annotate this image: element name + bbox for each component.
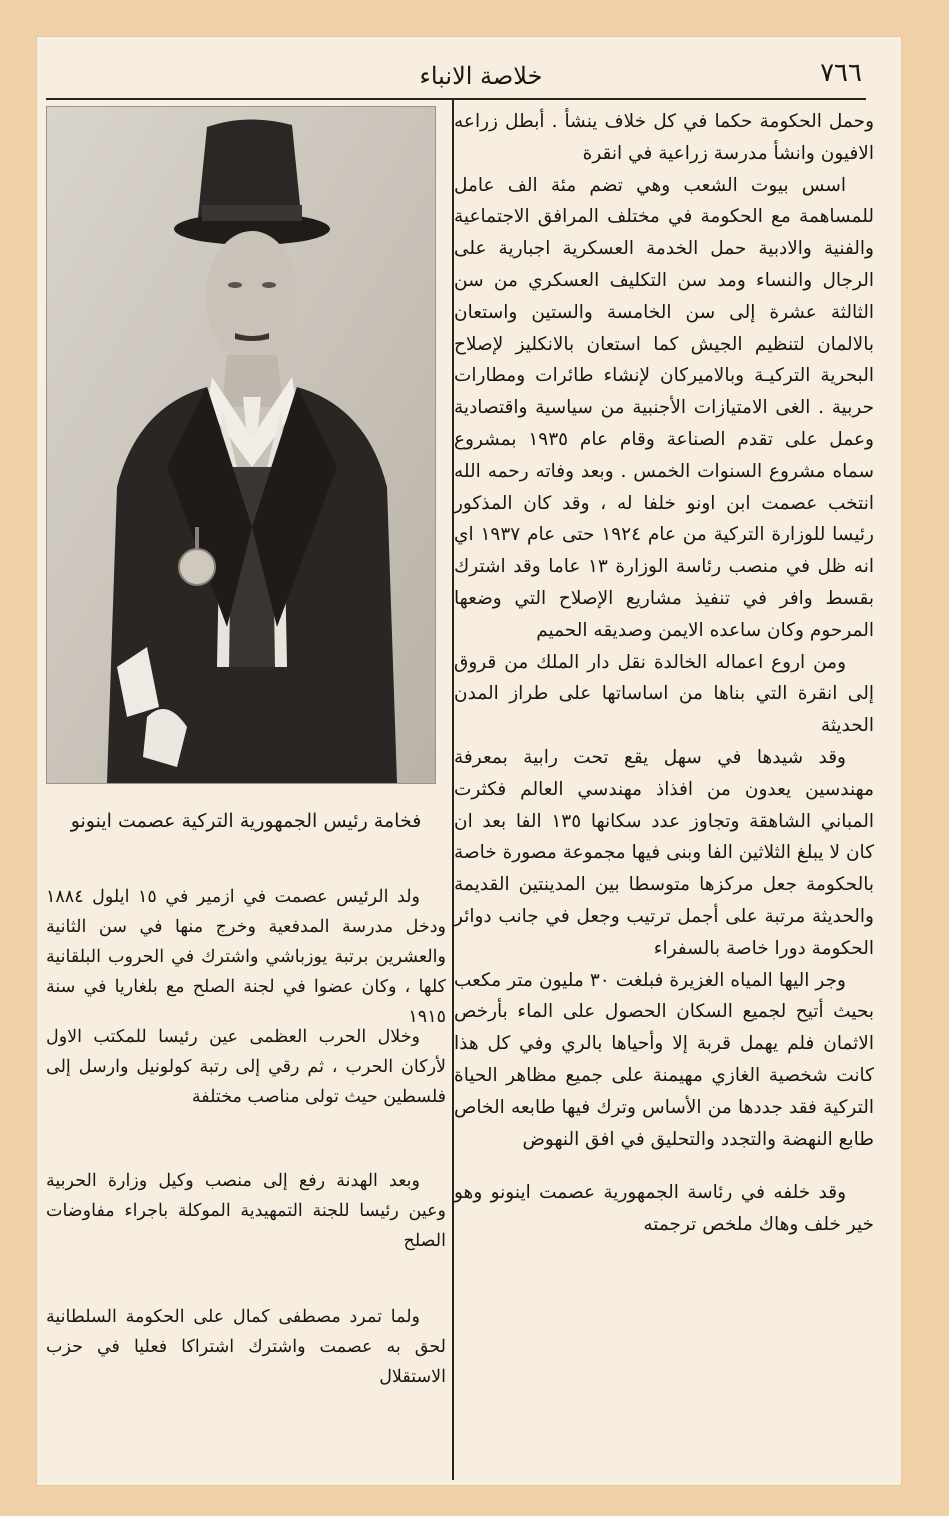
- paragraph: ولما تمرد مصطفى كمال على الحكومة السلطانية لحق به عصمت واشترك اشتراكا فعليا في حزب الاستقلال: [46, 1307, 446, 1387]
- paragraph: وجر اليها المياه الغزيرة فبلغت ٣٠ مليون متر مكعب بحيث أتيح لجميع السكان الحصول على الماء بأرخص الاثمان فلم يهمل قربة إلا وأحياها بالري وفي كل هذا كانت شخصية الغازي مهيمنة على جميع مظاهر الحياة التركية فقد جددها من الأساس وترك فيها طابعه الخاص طابع النهضة والتجدد والتحليق في افق النهوض: [454, 969, 874, 1150]
- portrait-illustration: [47, 107, 435, 783]
- biography-paragraph: [46, 1022, 446, 1112]
- page-number: ٧٦٦: [820, 58, 862, 88]
- running-head: [76, 56, 862, 98]
- paragraph: ولد الرئيس عصمت في ازمير في ١٥ ايلول ١٨٨٤ ودخل مدرسة المدفعية وخرج منها في سن الثانية والعشرين برتبة يوزباشي واشترك في الحروب البلقانية كلها ، وكان عضوا في لجنة الصلح مع بلغاريا في سنة ١٩١٥: [46, 887, 446, 1027]
- paragraph: وخلال الحرب العظمى عين رئيسا للمكتب الاول لأركان الحرب ، ثم رقي إلى رتبة كولونيل وارسل إلى فلسطين حيث تولى مناصب مختلفة: [46, 1027, 446, 1107]
- paragraph: وحمل الحكومة حكما في كل خلاف ينشأ . أبطل زراعه الافيون وانشأ مدرسة زراعية في انقرة: [454, 111, 874, 164]
- photo-caption: فخامة رئيس الجمهورية التركية عصمت اينونو: [70, 810, 422, 832]
- header-rule: [46, 98, 866, 100]
- paragraph: وقد شيدها في سهل يقع تحت رابية بمعرفة مهندسين يعدون من افذاذ مهندسي العالم فكثرت المباني الشاهقة وتجاوز عدد سكانها ١٣٥ الفا بعد ان كان لا يبلغ الثلاثين الفا وبنى فيها مجموعة مصورة خاصة بالحكومة جعل مركزها متوسطا بين المدينتين القديمة والحديثة مرتبة على أجمل ترتيب وجعل في جانب دوائر الحكومة دورا خاصة بالسفراء: [454, 746, 874, 959]
- book-title: خلاصة الانباء: [419, 62, 543, 90]
- paragraph: اسس بيوت الشعب وهي تضم مئة الف عامل للمساهمة مع الحكومة في مختلف المرافق الاجتماعية والفنية والادبية حمل الخدمة العسكرية اجبارية على الرجال والنساء ومد سن التكليف العسكري من سن الثالثة عشرة إلى سن الخامسة والستين واستعان بالالمان لتنظيم الجيش كما استعان بالانكليز لإصلاح البحرية التركيـة وبالاميركان لإنشاء طائرات ومطارات حربية . الغى الامتيازات الأجنبية من سياسية واقتصادية وعمل على تقدم الصناعة وقام عام ١٩٣٥ بمشروع سماه مشروع السنوات الخمس . وبعد وفاته رحمه الله انتخب عصمت ابن اونو خلفا له ، وقد كان المذكور رئيسا للوزارة التركية من عام ١٩٢٤ حتى عام ١٩٣٧ اي انه ظل في منصب رئاسة الوزارة ١٣ عاما وقد اشترك بقسط وافر في تنفيذ مشاريع الإصلاح التي وضعها المرحوم وكان ساعده الايمن وصديقه الحميم: [454, 174, 874, 641]
- biography-paragraph: [46, 1302, 446, 1392]
- right-column-text: [454, 106, 874, 1241]
- biography-paragraph: [46, 1166, 446, 1256]
- paragraph: ومن اروع اعماله الخالدة نقل دار الملك من قروق إلى انقرة التي بناها من اساساتها على طراز المدن الحديثة: [454, 651, 874, 737]
- paragraph: وقد خلفه في رئاسة الجمهورية عصمت اينونو وهو خير خلف وهاك ملخص ترجمته: [454, 1182, 874, 1236]
- paragraph: وبعد الهدنة رفع إلى منصب وكيل وزارة الحربية وعين رئيسا للجنة التمهيدية الموكلة باجراء مفاوضات الصلح: [46, 1171, 446, 1251]
- portrait-photo: [46, 106, 436, 784]
- biography-paragraph: [46, 882, 446, 1032]
- book-page: [36, 36, 902, 1486]
